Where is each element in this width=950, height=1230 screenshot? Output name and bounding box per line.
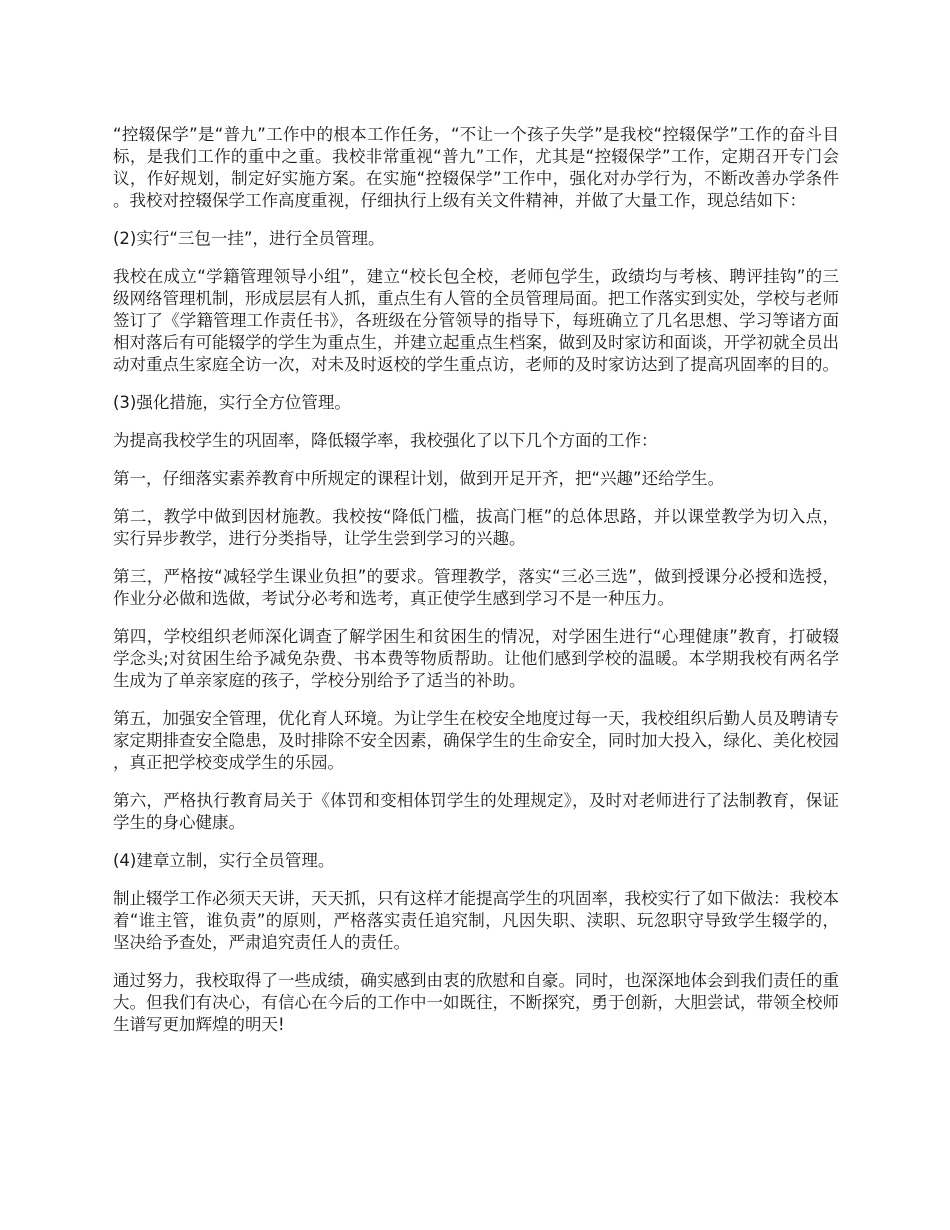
item-first: 第一，仔细落实素养教育中所规定的课程计划，做到开足开齐，把“兴趣”还给学生。 — [113, 469, 725, 488]
section-heading-4: (4)建章立制，实行全员管理。 — [113, 851, 335, 870]
section-3-intro: 为提高我校学生的巩固率，降低辍学率，我校强化了以下几个方面的工作： — [113, 431, 658, 450]
item-sixth: 第六，严格执行教育局关于《体罚和变相体罚学生的处理规定》，及时对老师进行了法制教育，保证学生的身心健康。 — [113, 791, 839, 832]
section-heading-2: (2)实行“三包一挂”，进行全员管理。 — [113, 229, 385, 248]
section-2-paragraph: 我校在成立“学籍管理领导小组”，建立“校长包全校，老师包学生，政绩均与考核、聘评挂钩”的三级网络管理机制，形成层层有人抓，重点生有人管的全员管理局面。把工作落实到实处，学校与老师签订了《学籍管理工作责任书》，各班级在分管领导的指导下，每班确立了几名思想、学习等诸方面相对落后有可能辍学的学生为重点生，并建立起重点生档案，做到及时家访和面谈，开学初就全员出动对重点生家庭全访一次，对未及时返校的学生重点访，老师的及时家访达到了提高巩固率的目的。 — [113, 267, 839, 374]
conclusion-paragraph: 通过努力，我校取得了一些成绩，确实感到由衷的欣慰和自豪。同时，也深深地体会到我们责任的重大。但我们有决心，有信心在今后的工作中一如既往，不断探究，勇于创新，大胆尝试，带领全校师生谱写更加辉煌的明天! — [113, 971, 839, 1034]
section-heading-3: (3)强化措施，实行全方位管理。 — [113, 393, 351, 412]
document-body — [113, 124, 839, 1052]
item-fifth: 第五，加强安全管理，优化育人环境。为让学生在校安全地度过每一天，我校组织后勤人员及聘请专家定期排查安全隐患，及时排除不安全因素，确保学生的生命安全，同时加大投入，绿化、美化校园，真正把学校变成学生的乐园。 — [113, 709, 839, 772]
item-second: 第二，教学中做到因材施教。我校按“降低门槛，拔高门框”的总体思路，并以课堂教学为切入点，实行异步教学，进行分类指导，让学生尝到学习的兴趣。 — [113, 507, 839, 548]
item-third: 第三，严格按“减轻学生课业负担”的要求。管理教学，落实“三必三选”，做到授课分必授和选授，作业分必做和选做，考试分必考和选考，真正使学生感到学习不是一种压力。 — [113, 567, 839, 608]
item-fourth: 第四，学校组织老师深化调查了解学困生和贫困生的情况，对学困生进行“心理健康”教育，打破辍学念头;对贫困生给予减免杂费、书本费等物质帮助。让他们感到学校的温暖。本学期我校有两名学生成为了单亲家庭的孩子，学校分别给予了适当的补助。 — [113, 627, 839, 690]
section-4-paragraph: 制止辍学工作必须天天讲，天天抓，只有这样才能提高学生的巩固率，我校实行了如下做法：我校本着“谁主管，谁负责”的原则，严格落实责任追究制，凡因失职、渎职、玩忽职守导致学生辍学的，坚决给予查处，严肃追究责任人的责任。 — [113, 889, 839, 952]
intro-paragraph: “控辍保学”是“普九”工作中的根本工作任务，“不让一个孩子失学”是我校“控辍保学”工作的奋斗目标，是我们工作的重中之重。我校非常重视“普九”工作，尤其是“控辍保学”工作，定期召开专门会议，作好规划，制定好实施方案。在实施“控辍保学”工作中，强化对办学行为，不断改善办学条件。我校对控辍保学工作高度重视，仔细执行上级有关文件精神，并做了大量工作，现总结如下： — [113, 125, 839, 210]
